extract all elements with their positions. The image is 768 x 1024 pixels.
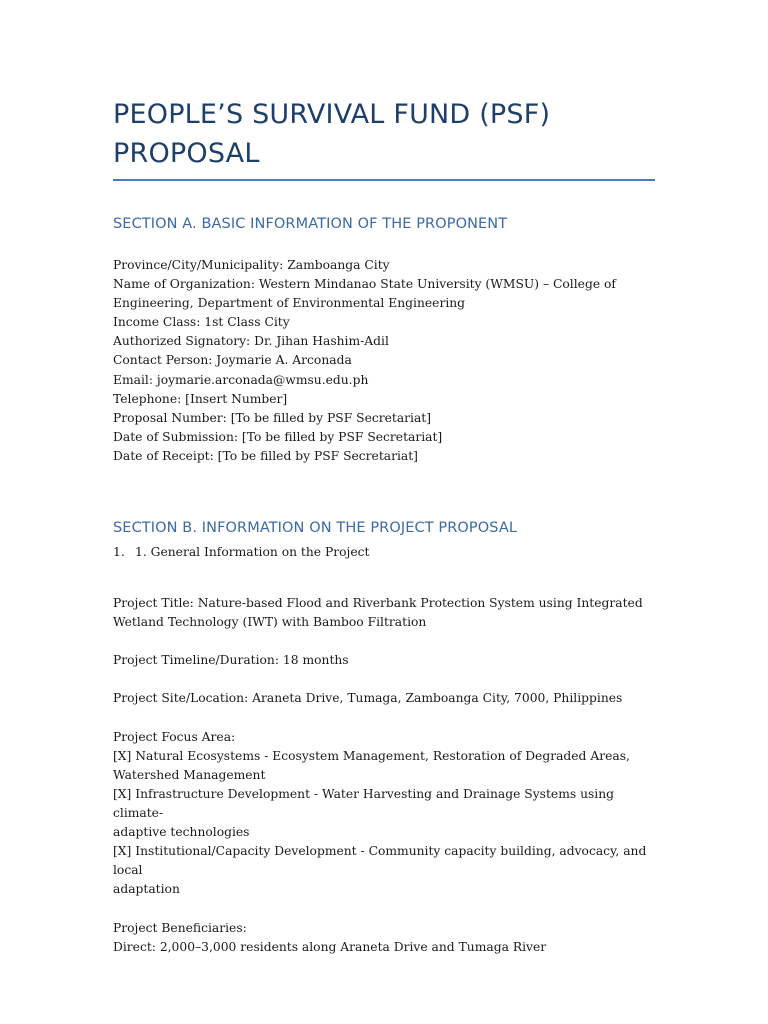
focus-area-infrastructure: [X] Infrastructure Development - Water Harvesting and Drainage Systems using climate- — [113, 786, 615, 821]
telephone-line: Telephone: [Insert Number] — [113, 391, 288, 406]
document-title: PEOPLE’S SURVIVAL FUND (PSF) PROPOSAL — [113, 99, 551, 169]
project-focus-area-paragraph — [113, 728, 658, 900]
focus-area-label: Project Focus Area: — [113, 729, 236, 744]
project-timeline-line: Project Timeline/Duration: 18 months — [113, 653, 349, 668]
title-divider — [113, 179, 655, 181]
project-title-paragraph — [113, 594, 658, 632]
focus-area-institutional: [X] Institutional/Capacity Development - Community capacity building, advocacy, and local — [113, 844, 647, 878]
focus-area-natural-ecosystems-continued: Watershed Management — [113, 767, 266, 782]
focus-area-infrastructure-continued: adaptive technologies — [113, 825, 250, 840]
organization-line: Name of Organization: Western Mindanao State University (WMSU) – College of — [113, 277, 616, 292]
section-b-heading: SECTION B. INFORMATION ON THE PROJECT PROPOSAL — [113, 520, 518, 536]
contact-person-line: Contact Person: Joymarie A. Arconada — [113, 353, 352, 368]
project-site-paragraph — [113, 689, 658, 708]
income-class-line: Income Class: 1st Class City — [113, 315, 290, 330]
proposal-number-line: Proposal Number: [To be filled by PSF Secretariat] — [113, 410, 432, 425]
organization-line-continued: Engineering, Department of Environmental Engineering — [113, 296, 466, 311]
project-site-line: Project Site/Location: Araneta Drive, Tumaga, Zamboanga City, 7000, Philippines — [113, 691, 623, 706]
section-b-details — [113, 594, 658, 976]
project-beneficiaries-paragraph — [113, 919, 658, 957]
project-title-line-continued: Wetland Technology (IWT) with Bamboo Filtration — [113, 615, 427, 630]
authorized-signatory-line: Authorized Signatory: Dr. Jihan Hashim-Adil — [113, 334, 389, 349]
project-title-line: Project Title: Nature-based Flood and Riverbank Protection System using Integrated — [113, 596, 643, 610]
beneficiaries-direct: Direct: 2,000–3,000 residents along Araneta Drive and Tumaga River — [113, 939, 547, 954]
section-a-details — [113, 256, 658, 466]
project-timeline-paragraph — [113, 651, 658, 670]
section-a-heading: SECTION A. BASIC INFORMATION OF THE PROPONENT — [113, 216, 508, 232]
list-item-number: 1. — [113, 545, 125, 559]
province-line: Province/City/Municipality: Zamboanga City — [113, 258, 390, 272]
focus-area-institutional-continued: adaptation — [113, 882, 180, 897]
email-line: Email: joymarie.arconada@wmsu.edu.ph — [113, 372, 369, 387]
beneficiaries-label: Project Beneficiaries: — [113, 920, 247, 935]
date-of-receipt-line: Date of Receipt: [To be filled by PSF Secretariat] — [113, 448, 418, 463]
focus-area-natural-ecosystems: [X] Natural Ecosystems - Ecosystem Management, Restoration of Degraded Areas, — [113, 748, 630, 763]
numbered-list-item — [113, 543, 369, 562]
date-of-submission-line: Date of Submission: [To be filled by PSF Secretariat] — [113, 429, 443, 444]
list-item-label: 1. General Information on the Project — [135, 545, 370, 559]
